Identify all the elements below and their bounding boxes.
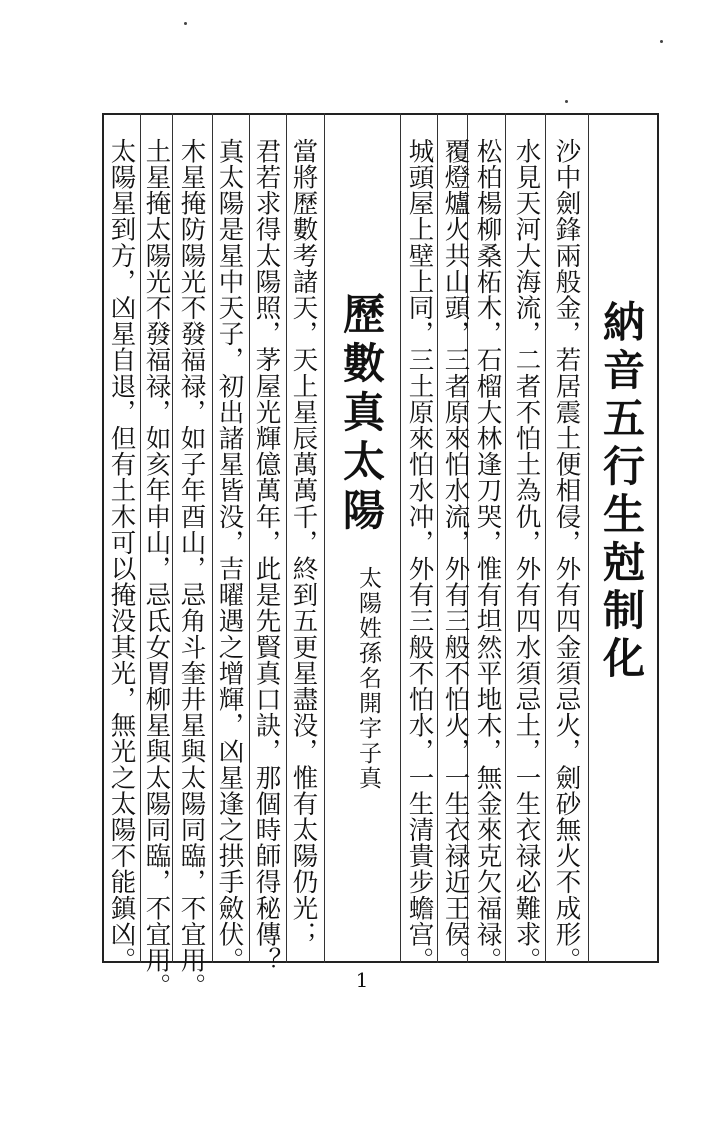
column-divider	[588, 113, 589, 963]
column-divider	[545, 113, 546, 963]
column-divider	[172, 113, 173, 963]
verse-line: 松柏楊柳桑柘木，石榴大林逢刀哭，惟有坦然平地木，無金來克欠福禄。	[472, 138, 503, 974]
scan-speck	[565, 100, 568, 103]
section-subtitle: 太陽姓孫名開字子真	[355, 566, 381, 791]
column-divider	[212, 113, 213, 963]
scan-speck	[660, 40, 663, 43]
verse-line: 木星掩防陽光不發福禄，如子年酉山，忌角斗奎井星與太陽同臨，不宜用。	[176, 138, 207, 1000]
page-number: 1	[355, 968, 369, 992]
column-divider	[249, 113, 250, 963]
verse-line: 真太陽是星中天子，初出諸星皆没，吉曜遇之增輝，凶星逢之拱手斂伏。	[214, 138, 245, 974]
column-divider	[400, 113, 401, 963]
verse-line: 土星掩太陽光不發福禄，如亥年申山，忌氐女胃柳星與太陽同臨，不宜用。	[141, 138, 172, 1000]
column-divider	[505, 113, 506, 963]
column-divider	[140, 113, 141, 963]
verse-line: 太陽星到方，凶星自退，但有土木可以掩没其光，無光之太陽不能鎮凶。	[106, 138, 137, 974]
scan-speck	[184, 22, 187, 25]
column-divider	[437, 113, 438, 963]
verse-line: 當將歷數考諸天，天上星辰萬萬千，終到五更星盡没，惟有太陽仍光；	[288, 138, 319, 948]
section-title-sun: 歷數真太陽	[337, 292, 386, 537]
verse-line: 覆燈爐火共山頭，三者原來怕水流，外有三般不怕火，一生衣禄近王侯。	[440, 138, 471, 974]
column-divider	[286, 113, 287, 963]
column-divider	[324, 113, 325, 963]
section-title-nayin: 納音五行生尅制化	[597, 300, 646, 684]
verse-line: 沙中劍鋒兩般金，若居震土便相侵，外有四金須忌火，劍砂無火不成形。	[551, 138, 582, 974]
verse-line: 水見天河大海流，二者不怕土為仇，外有四水須忌土，一生衣禄必難求。	[511, 138, 542, 974]
verse-line: 城頭屋上壁上同，三土原來怕水冲，外有三般不怕水，一生清貴步蟾宫。	[404, 138, 435, 974]
verse-line: 君若求得太陽照，茅屋光輝億萬年，此是先賢真口訣，那個時師得秘傳？	[251, 138, 282, 974]
